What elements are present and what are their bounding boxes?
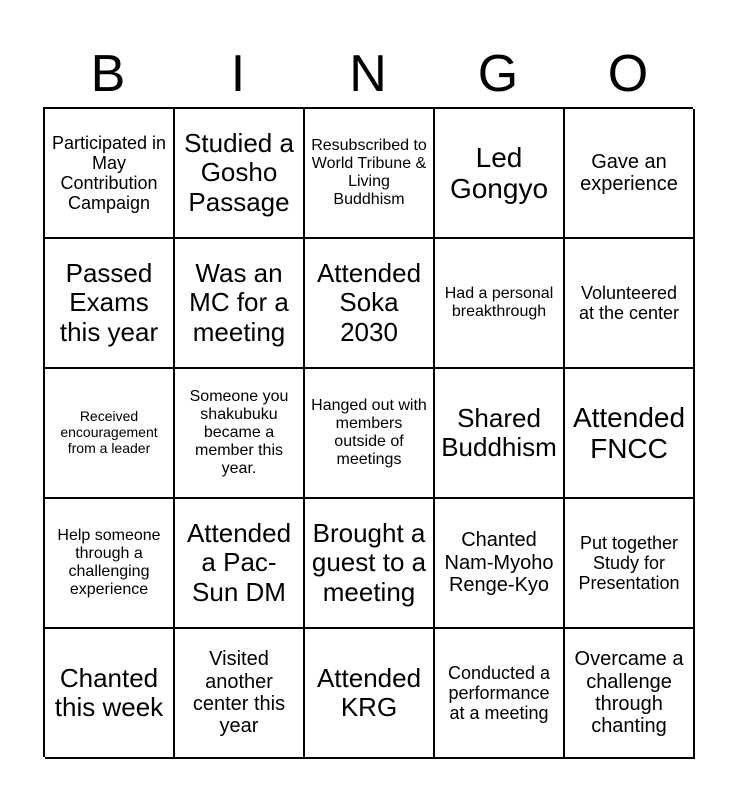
bingo-cell-r3-c2[interactable]: Brought a guest to a meeting	[305, 499, 435, 629]
bingo-cell-r4-c4[interactable]: Overcame a challenge through chanting	[565, 629, 695, 759]
bingo-cell-r0-c0[interactable]: Participated in May Contribution Campaign	[45, 109, 175, 239]
bingo-cell-r2-c1[interactable]: Someone you shakubuku became a member this year.	[175, 369, 305, 499]
bingo-cell-r1-c4[interactable]: Volunteered at the center	[565, 239, 695, 369]
bingo-cell-r2-c0[interactable]: Received encouragement from a leader	[45, 369, 175, 499]
bingo-cell-r3-c3[interactable]: Chanted Nam-Myoho Renge-Kyo	[435, 499, 565, 629]
bingo-cell-r1-c2[interactable]: Attended Soka 2030	[305, 239, 435, 369]
bingo-cell-r0-c3[interactable]: Led Gongyo	[435, 109, 565, 239]
bingo-cell-r2-c2[interactable]: Hanged out with members outside of meetings	[305, 369, 435, 499]
bingo-grid	[43, 107, 693, 757]
bingo-cell-r1-c1[interactable]: Was an MC for a meeting	[175, 239, 305, 369]
bingo-cell-r2-c3[interactable]: Shared Buddhism	[435, 369, 565, 499]
header-letter-b: B	[90, 45, 126, 103]
header-letter-n: N	[349, 45, 387, 103]
bingo-cell-r3-c1[interactable]: Attended a Pac-Sun DM	[175, 499, 305, 629]
bingo-cell-r1-c0[interactable]: Passed Exams this year	[45, 239, 175, 369]
bingo-cell-r4-c2[interactable]: Attended KRG	[305, 629, 435, 759]
header-letter-i: I	[230, 45, 246, 103]
bingo-cell-r0-c2[interactable]: Resubscribed to World Tribune & Living Buddhism	[305, 109, 435, 239]
bingo-cell-r3-c0[interactable]: Help someone through a challenging experience	[45, 499, 175, 629]
header-letter-o: O	[607, 45, 649, 103]
bingo-cell-r1-c3[interactable]: Had a personal breakthrough	[435, 239, 565, 369]
bingo-cell-r4-c1[interactable]: Visited another center this year	[175, 629, 305, 759]
bingo-cell-r0-c4[interactable]: Gave an experience	[565, 109, 695, 239]
bingo-cell-r2-c4[interactable]: Attended FNCC	[565, 369, 695, 499]
bingo-cell-r0-c1[interactable]: Studied a Gosho Passage	[175, 109, 305, 239]
bingo-cell-r4-c0[interactable]: Chanted this week	[45, 629, 175, 759]
header-letter-g: G	[477, 45, 519, 103]
bingo-header	[43, 40, 693, 108]
bingo-cell-r3-c4[interactable]: Put together Study for Presentation	[565, 499, 695, 629]
bingo-cell-r4-c3[interactable]: Conducted a performance at a meeting	[435, 629, 565, 759]
